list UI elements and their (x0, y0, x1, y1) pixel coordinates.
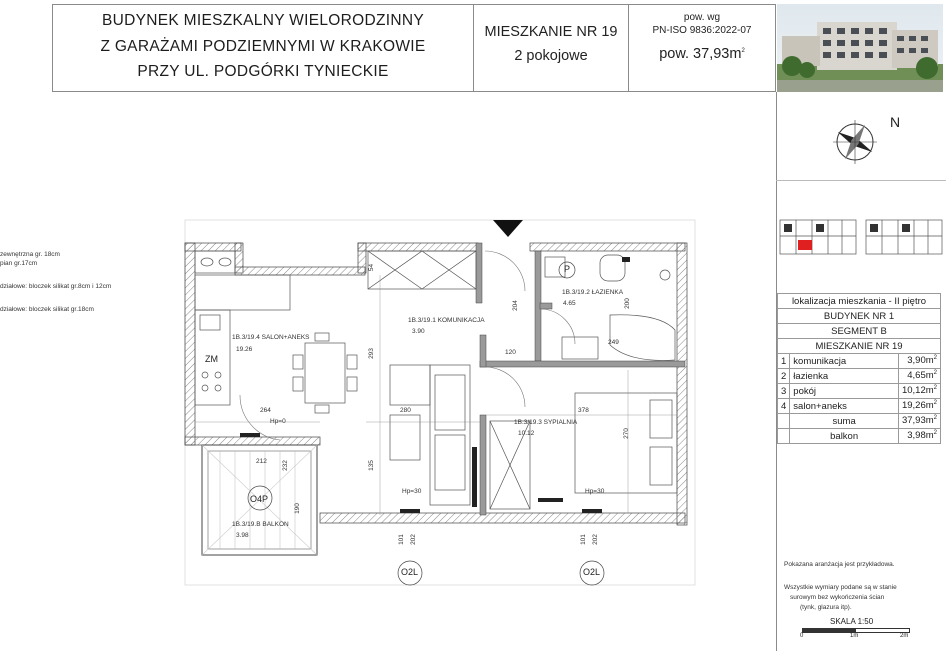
room-area-sup: 2 (933, 400, 937, 407)
room-code: 1B.3/19.2 (562, 289, 590, 296)
room-area-value: 3,90m (907, 355, 934, 367)
table-row (778, 354, 941, 369)
dimensions-note-3: (tynk, glazura itp). (800, 604, 852, 611)
hp-label-1: Hp=0 (270, 418, 286, 425)
location-cell: lokalizacja mieszkania - II piętro (778, 294, 941, 309)
scale-tick-0: 0 (800, 633, 804, 639)
hp-label-3: Hp=30 (585, 488, 605, 495)
legend-note-1: zewnętrzna gr. 18cm (0, 251, 60, 258)
room-name: KOMUNIKACJA (437, 317, 485, 324)
scale-tick-2: 2m (900, 633, 909, 639)
room-area-value: 19,26m (901, 400, 934, 412)
room-area-komunikacja: 3.90 (412, 328, 425, 335)
dim-270: 270 (622, 428, 630, 439)
wall-west (185, 243, 195, 445)
area-total (630, 46, 774, 62)
header-divider-2 (628, 4, 629, 92)
wall-east (677, 243, 687, 525)
window-dim-3: 101 (579, 534, 587, 545)
building-cell: BUDYNEK NR 1 (778, 309, 941, 324)
room-no: 1 (778, 354, 790, 369)
dim-200: 200 (623, 298, 631, 309)
room-name: BALKON (262, 521, 289, 528)
room-area-balkon: 3.98 (236, 532, 249, 539)
room-no: 4 (778, 399, 790, 414)
compass-north-label: N (890, 114, 901, 130)
sum-value: 37,93m (901, 415, 934, 427)
balcony-value: 3,98m (907, 430, 934, 442)
room-label-salon (232, 334, 310, 341)
balcony-sup: 2 (933, 430, 937, 437)
room-area-sup: 2 (933, 385, 937, 392)
room-area-salon: 19.26 (236, 346, 253, 353)
room-code: 1B.3/19.4 (232, 334, 260, 341)
dim-190: 190 (293, 503, 301, 514)
dim-232: 232 (281, 460, 289, 471)
sum-area (898, 414, 940, 429)
area-total-sup: 2 (741, 48, 745, 55)
window-dim-4: 202 (591, 534, 599, 545)
room-label-balkon (232, 521, 289, 528)
dim-378: 378 (578, 407, 589, 414)
window-dim-1: 101 (397, 534, 405, 545)
building-location-thumbnail (778, 216, 944, 258)
room-label-lazienka (562, 289, 623, 296)
right-panel-sep-1 (776, 180, 946, 181)
room-name: łazienka (790, 369, 899, 384)
sum-sup: 2 (933, 415, 937, 422)
room-area (898, 384, 940, 399)
room-name: komunikacja (790, 354, 899, 369)
room-area-sypialnia: 10.12 (518, 430, 535, 437)
dim-293: 293 (367, 348, 375, 359)
apartment-area-table (777, 293, 941, 444)
building-title-line-3: PRZY UL. PODGÓRKI TYNIECKIE (137, 63, 389, 80)
table-row (778, 429, 941, 444)
room-code: 1B.3/19.3 (514, 419, 542, 426)
hp-label-2: Hp=30 (402, 488, 422, 495)
dim-204: 204 (511, 300, 519, 311)
dim-212: 212 (256, 458, 267, 465)
room-area (898, 354, 940, 369)
room-area-sup: 2 (933, 370, 937, 377)
dim-280: 280 (400, 407, 411, 414)
entrance-arrow-icon (493, 220, 523, 237)
room-area-value: 4,65m (907, 370, 934, 382)
table-row (778, 369, 941, 384)
room-area-sup: 2 (933, 355, 937, 362)
dim-264: 264 (260, 407, 271, 414)
wall-south (320, 513, 685, 523)
room-name: pokój (790, 384, 899, 399)
room-name: salon+aneks (790, 399, 899, 414)
room-no: 3 (778, 384, 790, 399)
room-name: SYPIALNIA (543, 419, 578, 426)
header-divider-1 (473, 4, 474, 92)
table-row (778, 384, 941, 399)
area-norm-line-2: PN-ISO 9836:2022-07 (652, 25, 752, 36)
room-label-komunikacja (408, 317, 485, 324)
apartment-cell: MIESZKANIE NR 19 (778, 339, 941, 354)
sum-label: suma (790, 414, 899, 429)
scale-label: SKALA 1:50 (830, 617, 874, 626)
room-no: 2 (778, 369, 790, 384)
dim-54: 54 (368, 263, 376, 272)
washing-machine-icon (545, 257, 565, 277)
area-norm-line-1: pow. wg (683, 12, 721, 23)
room-code: 1B.3/19.B (232, 521, 261, 528)
dimensions-note-2: surowym bez wykończenia ścian (790, 594, 885, 601)
building-photo-illustration (777, 4, 943, 92)
apartment-title: MIESZKANIE NR 19 (484, 24, 618, 40)
room-name: SALON+ANEKS (261, 334, 310, 341)
legend-note-2: pian gr.17cm (0, 260, 38, 267)
room-area (898, 399, 940, 414)
dimensions-note-1: Wszystkie wymiary podane są w stanie (784, 584, 897, 591)
table-row (778, 399, 941, 414)
scale-tick-1: 1m (850, 633, 859, 639)
dim-249: 249 (608, 339, 619, 346)
building-title-line-1: BUDYNEK MIESZKALNY WIELORODZINNY (102, 12, 424, 29)
parking-label: P (564, 264, 571, 274)
area-total-value: pow. 37,93m (659, 46, 742, 62)
legend-note-3: działowe: bloczek silikat gr.8cm i 12cm (0, 283, 112, 290)
building-photo (777, 4, 943, 92)
segment-cell: SEGMENT B (778, 324, 941, 339)
room-label-sypialnia (514, 419, 577, 426)
balcony-label: balkon (790, 429, 899, 444)
window-label-2: O2L (583, 567, 601, 577)
floor-plan (180, 215, 700, 590)
building-title-line-2: Z GARAŻAMI PODZIEMNYMI W KRAKOWIE (100, 38, 426, 55)
example-note: Pokazana aranżacja jest przykładowa. (784, 561, 895, 568)
room-name: ŁAZIENKA (591, 289, 624, 296)
legend-note-4: działowe: bloczek silikat gr.18cm (0, 306, 94, 313)
room-code: 1B.3/19.1 (408, 317, 436, 324)
table-row (778, 414, 941, 429)
dim-120: 120 (505, 349, 516, 356)
window-label-3: O4P (250, 494, 269, 504)
dim-135: 135 (367, 460, 375, 471)
window-label-1: O2L (401, 567, 419, 577)
room-area-lazienka: 4.65 (563, 300, 576, 307)
room-area (898, 369, 940, 384)
rooms-count: 2 pokojowe (514, 48, 588, 64)
balcony-area (898, 429, 940, 444)
zm-label: ZM (205, 354, 218, 364)
window-dim-2: 202 (409, 534, 417, 545)
room-area-value: 10,12m (901, 385, 934, 397)
